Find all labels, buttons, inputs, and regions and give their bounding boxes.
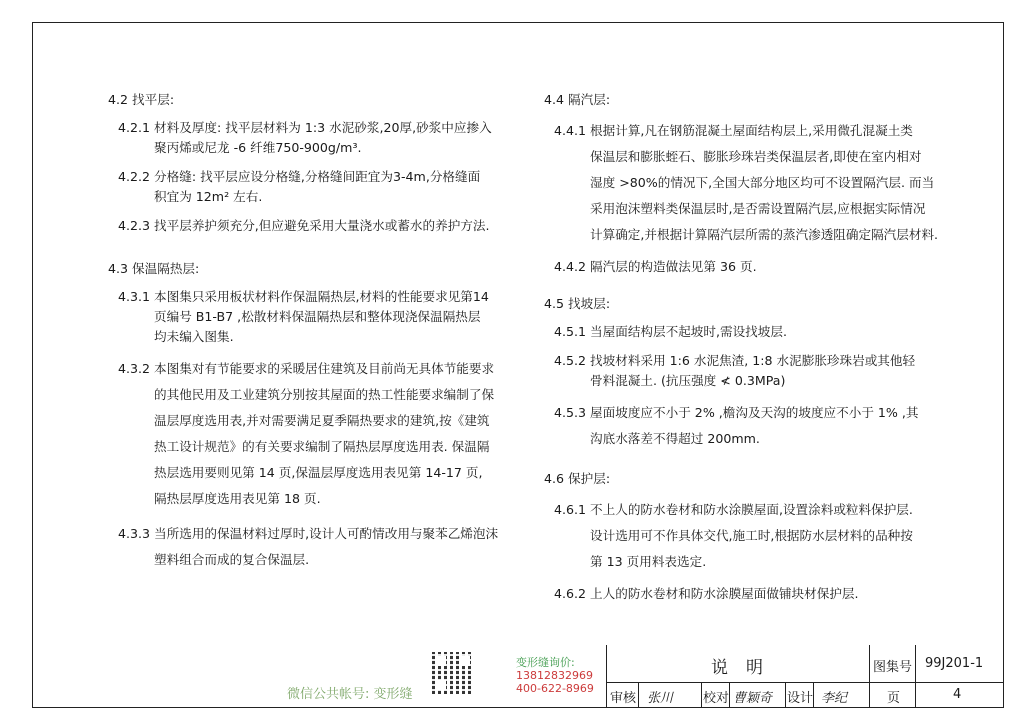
section-heading-4-6: 4.6 保护层: [544,471,611,486]
right-column [544,90,944,613]
clause-4-2-2: 4.2.2 分格缝: 找平层应设分格缝,分格缝间距宜为3-4m,分格缝面 积宜为 12m² 左右. [118,169,481,204]
qr-code-icon [432,652,474,694]
clause-4-2-3: 4.2.3 找平层养护须充分,但应避免采用大量浇水或蓄水的养护方法. [118,218,490,233]
section-heading-4-3: 4.3 保温隔热层: [108,261,200,276]
design-label: 设计 [787,691,814,706]
page-label: 页 [887,691,901,706]
drawing-title: 说明 [711,658,781,678]
clause-4-3-1: 4.3.1 本图集只采用板状材料作保温隔热层,材料的性能要求见第14 页编号 B1-B7 ,松散材料保温隔热层和整体现浇保温隔热层 均未编入图集. [118,289,489,344]
wechat-account-text: 微信公共帐号: 变形缝 [287,687,413,702]
section-heading-4-2: 4.2 找平层: [108,92,175,107]
clause-4-2-1: 4.2.1 材料及厚度: 找平层材料为 1:3 水泥砂浆,20厚,砂浆中应掺入 聚丙烯或尼龙 -6 纤维750-900g/m³. [118,120,492,155]
clause-4-5-3: 4.5.3 屋面坡度应不小于 2% ,檐沟及天沟的坡度应不小于 1% ,其 沟底水落差不得超过 200mm. [554,405,919,446]
clause-4-3-2: 4.3.2 本图集对有节能要求的采暖居住建筑及目前尚无具体节能要求 的其他民用及工业建筑分别按其屋面的热工性能要求编制了保 温层厚度选用表,并对需要满足夏季隔热要求的建筑,按《建筑 热工设计规范》的有关要求编制了隔热层厚度选用表. 保温隔 热层选用要则见第 14 页,保温层厚度选用表见第 14-17 页, 隔热层厚度选用表见第 18 页. [118,361,495,506]
clause-4-5-1: 4.5.1 当屋面结构层不起坡时,需设找坡层. [554,324,787,339]
clause-4-6-1: 4.6.1 不上人的防水卷材和防水涂膜屋面,设置涂料或粒料保护层. 设计选用可不作具体交代,施工时,根据防水层材料的品种按 第 13 页用料表选定. [554,502,913,569]
price-inquiry-ad: 变形缝询价: 13812832969 400-622-8969 [516,656,594,695]
section-heading-4-5: 4.5 找坡层: [544,296,611,311]
design-signature: 李纪 [821,691,848,706]
title-block [606,645,1004,708]
review-label: 审核 [610,691,637,706]
review-signature: 张川 [647,691,674,706]
atlas-number: 99J201-1 [925,656,984,671]
check-signature: 曹颖奇 [733,691,773,706]
clause-4-5-2: 4.5.2 找坡材料采用 1:6 水泥焦渣, 1:8 水泥膨胀珍珠岩或其他轻 骨料混凝土. (抗压强度 ≮ 0.3MPa) [554,353,916,388]
left-column [108,90,498,582]
clause-4-6-2: 4.6.2 上人的防水卷材和防水涂膜屋面做铺块材保护层. [554,586,859,601]
check-label: 校对 [703,691,730,706]
clause-4-4-2: 4.4.2 隔汽层的构造做法见第 36 页. [554,259,757,274]
clause-4-4-1: 4.4.1 根据计算,凡在钢筋混凝土屋面结构层上,采用微孔混凝土类 保温层和膨胀蛭石、膨胀珍珠岩类保温层者,即使在室内相对 湿度 >80%的情况下,全国大部分地区均可不设置隔汽层. 而当 采用泡沫塑料类保温层时,是否需设置隔汽层,应根据实际情况 计算确定,并根据计算隔汽层所需的蒸汽渗透阻确定隔汽层材料. [554,123,939,242]
clause-4-3-3: 4.3.3 当所选用的保温材料过厚时,设计人可酌情改用与聚苯乙烯泡沫 塑料组合而成的复合保温层. [118,526,499,567]
page-number: 4 [953,687,962,702]
section-heading-4-4: 4.4 隔汽层: [544,92,611,107]
atlas-number-label: 图集号 [873,660,913,675]
